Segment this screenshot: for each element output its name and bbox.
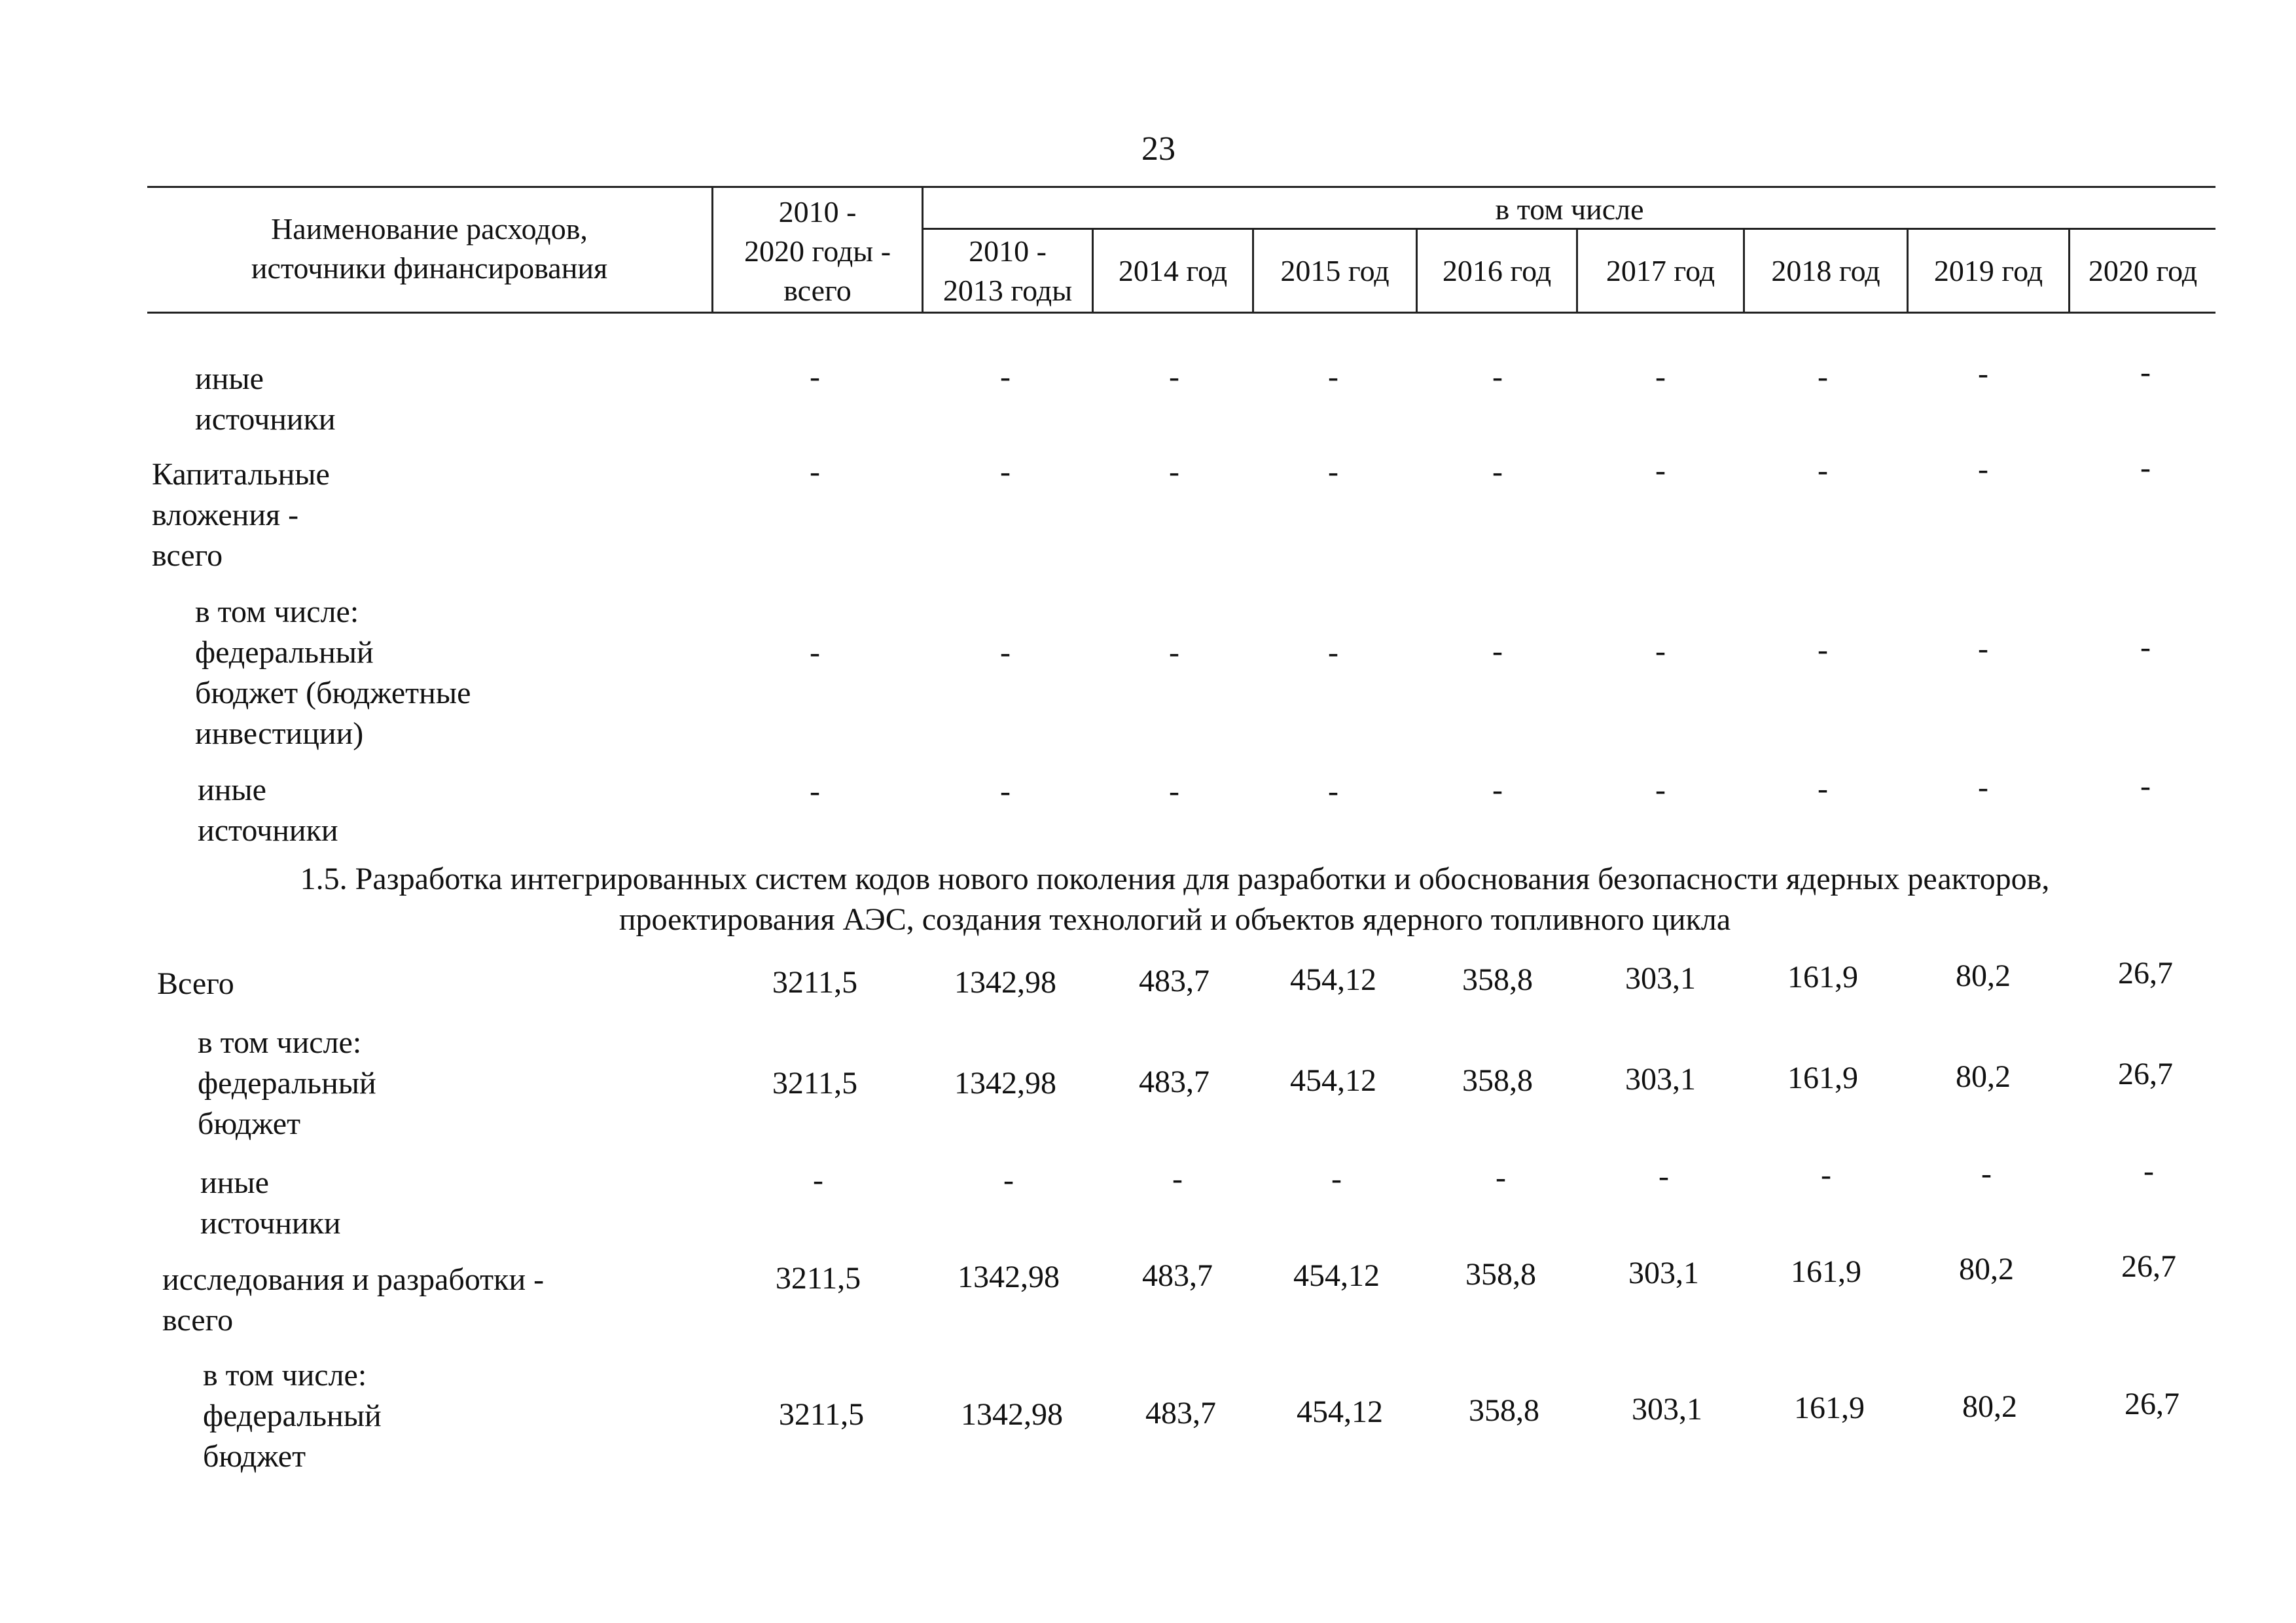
header-total-line-2: 2020 годы -	[744, 234, 891, 268]
row-other-sources-1-value: -	[1000, 359, 1011, 394]
row-total-value: 3211,5	[772, 965, 858, 1000]
row-other-sources-3-value: -	[1172, 1161, 1183, 1196]
row-capital-investment-value: -	[1978, 452, 1988, 486]
row-other-sources-2-value: -	[1328, 774, 1338, 809]
header-name-line-1: Наименование расходов,	[271, 212, 588, 246]
header-total-line-1: 2010 -	[778, 195, 857, 228]
row-capital-investment-value: -	[1328, 454, 1338, 489]
row-other-sources-2-value: -	[810, 774, 820, 809]
row-other-sources-1-value: -	[1492, 359, 1503, 394]
row-federal-budget-2-label: в том числе: федеральный бюджет	[203, 1358, 382, 1474]
row-federal-budget-2-value: 80,2	[1962, 1389, 2017, 1424]
row-other-sources-3-value: -	[1981, 1156, 1992, 1191]
row-other-sources-3-label: иные источники	[200, 1165, 341, 1241]
row-federal-investment-value: -	[810, 635, 820, 670]
row-federal-budget-1-value: 303,1	[1625, 1062, 1696, 1097]
row-federal-budget-1-value: 161,9	[1787, 1061, 1858, 1095]
header-year-2016: 2016 год	[1442, 254, 1552, 287]
row-research-value: 26,7	[2121, 1249, 2176, 1284]
header-year-2020: 2020 год	[2088, 254, 2198, 287]
header-2010-2013-cell	[924, 232, 1092, 310]
row-federal-budget-1-value: 3211,5	[772, 1066, 858, 1101]
row-other-sources-3-value: -	[1659, 1159, 1669, 1194]
row-other-sources-3-value: -	[2144, 1154, 2154, 1188]
row-other-sources-3-value: -	[1496, 1160, 1506, 1195]
row-research-value: 454,12	[1293, 1258, 1380, 1293]
header-total-cell	[713, 192, 922, 310]
row-federal-investment-value: -	[1169, 635, 1179, 670]
header-including-label: в том числе	[1495, 192, 1644, 226]
row-other-sources-2-value: -	[1818, 771, 1828, 806]
row-federal-budget-1-value: 454,12	[1290, 1063, 1376, 1098]
row-other-sources-2-value: -	[1655, 773, 1666, 807]
row-other-sources-1-value: -	[1169, 359, 1179, 394]
row-federal-budget-1-label: в том числе: федеральный бюджет	[198, 1025, 376, 1141]
row-federal-budget-2-value: 303,1	[1632, 1392, 1702, 1427]
row-other-sources-3-value: -	[1331, 1161, 1342, 1196]
header-year-2014: 2014 год	[1118, 254, 1228, 287]
row-federal-budget-1-value: 26,7	[2118, 1057, 2173, 1091]
row-federal-investment-label: в том числе: федеральный бюджет (бюджетные инвестиции)	[195, 594, 471, 751]
row-capital-investment-value: -	[1492, 454, 1503, 489]
row-other-sources-1-value: -	[1328, 359, 1338, 394]
section-title-line-1: 1.5. Разработка интегрированных систем кодов нового поколения для разработки и обоснования безопасности ядерных реакторов,	[300, 862, 2050, 896]
row-research-value: 483,7	[1142, 1258, 1213, 1293]
row-federal-investment-value: -	[1818, 632, 1828, 667]
page-number: 23	[1141, 130, 1175, 168]
row-federal-budget-2-value: 1342,98	[961, 1397, 1063, 1432]
row-federal-investment-value: -	[1328, 635, 1338, 670]
row-research-value: 1342,98	[958, 1260, 1060, 1294]
row-capital-investment-value: -	[1000, 454, 1011, 489]
header-bottom-rule	[147, 312, 2215, 314]
row-federal-budget-1-value: 80,2	[1956, 1059, 2011, 1094]
row-federal-budget-2-value: 26,7	[2125, 1387, 2179, 1421]
row-total-value: 303,1	[1625, 961, 1696, 996]
row-federal-investment-value: -	[1492, 634, 1503, 668]
header-year-2015: 2015 год	[1280, 254, 1390, 287]
row-federal-budget-2-value: 454,12	[1297, 1395, 1383, 1429]
row-capital-investment-value: -	[2140, 450, 2151, 485]
row-federal-investment-value: -	[1000, 635, 1011, 670]
header-name-line-2: источники финансирования	[251, 251, 608, 285]
row-total-value: 80,2	[1956, 958, 2011, 993]
row-total-value: 161,9	[1787, 960, 1858, 994]
row-other-sources-3-value: -	[813, 1163, 823, 1197]
row-total-label: Всего	[157, 966, 234, 1001]
row-other-sources-1-value: -	[1818, 359, 1828, 394]
header-including-cell	[924, 190, 2215, 229]
row-federal-budget-1-value: 483,7	[1139, 1065, 1210, 1099]
row-other-sources-2-value: -	[1492, 773, 1503, 807]
row-total-value: 26,7	[2118, 956, 2173, 991]
row-capital-investment-value: -	[1818, 453, 1828, 488]
header-year-2019: 2019 год	[1933, 254, 2043, 287]
header-year-2017: 2017 год	[1605, 254, 1715, 287]
row-federal-budget-2-value: 483,7	[1145, 1396, 1216, 1431]
row-other-sources-2-value: -	[1169, 774, 1179, 809]
section-title	[151, 859, 2199, 940]
header-total-line-3: всего	[783, 274, 852, 307]
row-other-sources-1-label: иные источники	[195, 361, 336, 437]
row-federal-investment-value: -	[1655, 634, 1666, 668]
row-federal-budget-2-value: 3211,5	[778, 1397, 865, 1432]
row-total-value: 454,12	[1290, 962, 1376, 997]
row-other-sources-3-value: -	[1003, 1163, 1014, 1197]
row-research-value: 80,2	[1959, 1252, 2014, 1286]
row-research-value: 358,8	[1465, 1257, 1536, 1292]
row-total-value: 483,7	[1139, 964, 1210, 998]
row-total-value: 1342,98	[954, 965, 1056, 1000]
header-top-rule	[147, 186, 2215, 188]
row-federal-budget-2-value: 358,8	[1469, 1393, 1539, 1428]
row-other-sources-1-value: -	[2140, 355, 2151, 390]
row-other-sources-1-value: -	[810, 359, 820, 394]
row-research-value: 161,9	[1791, 1254, 1861, 1289]
row-other-sources-2-value: -	[1978, 770, 1988, 805]
row-other-sources-3-value: -	[1821, 1158, 1831, 1192]
header-2010-2013-line-1: 2010 -	[969, 234, 1047, 268]
row-capital-investment-value: -	[1169, 454, 1179, 489]
row-capital-investment-label: Капитальные вложения - всего	[152, 457, 330, 573]
row-federal-budget-1-value: 358,8	[1462, 1063, 1533, 1098]
row-capital-investment-value: -	[1655, 453, 1666, 488]
row-federal-investment-value: -	[2140, 630, 2151, 665]
row-capital-investment-value: -	[810, 454, 820, 489]
row-total-value: 358,8	[1462, 962, 1533, 997]
header-2010-2013-line-2: 2013 годы	[942, 274, 1073, 307]
header-name-cell	[147, 210, 711, 288]
section-title-line-2: проектирования АЭС, создания технологий и объектов ядерного топливного цикла	[619, 902, 1731, 937]
row-federal-budget-1-value: 1342,98	[954, 1066, 1056, 1101]
row-other-sources-2-value: -	[2140, 769, 2151, 803]
row-federal-investment-value: -	[1978, 631, 1988, 666]
row-research-label: исследования и разработки - всего	[162, 1262, 545, 1338]
row-federal-budget-2-value: 161,9	[1794, 1391, 1865, 1425]
row-other-sources-1-value: -	[1978, 356, 1988, 391]
row-research-value: 3211,5	[775, 1261, 861, 1296]
row-other-sources-1-value: -	[1655, 359, 1666, 394]
header-year-2018: 2018 год	[1771, 254, 1880, 287]
row-other-sources-2-label: иные источники	[198, 773, 338, 848]
row-other-sources-2-value: -	[1000, 774, 1011, 809]
row-research-value: 303,1	[1628, 1256, 1699, 1290]
